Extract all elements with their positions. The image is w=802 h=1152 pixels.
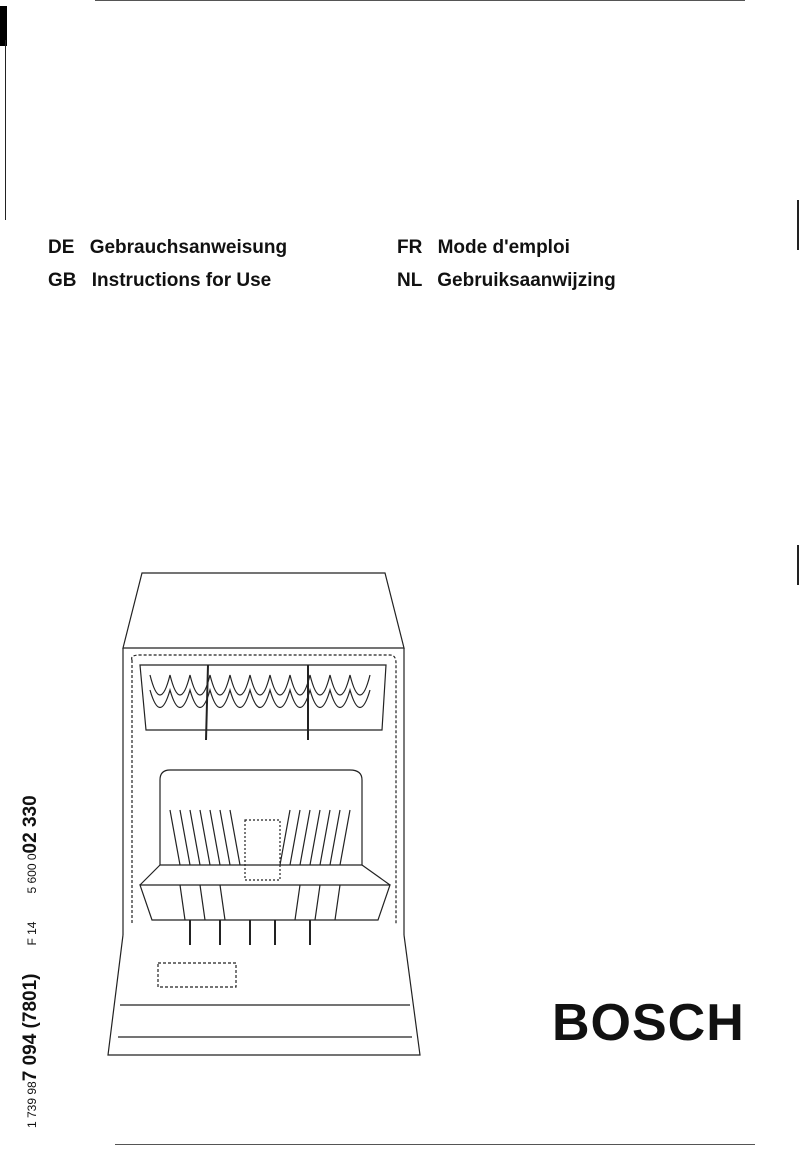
ean-prefix: 5 600 0 xyxy=(25,853,39,894)
language-code: DE xyxy=(48,237,75,258)
title-text: Instructions for Use xyxy=(91,270,272,291)
title-nl xyxy=(397,270,616,292)
scan-edge-line xyxy=(797,200,799,250)
worktop xyxy=(123,573,404,648)
scan-edge-line xyxy=(95,0,745,1)
ean-main: 02 330 xyxy=(20,795,41,854)
language-code: FR xyxy=(397,237,423,258)
scan-edge-line xyxy=(5,40,6,220)
title-text: Gebrauchsanweisung xyxy=(89,237,288,258)
scan-edge-line xyxy=(115,1144,755,1145)
part-number xyxy=(20,795,42,1128)
part-number-main: 7 094 (7801) xyxy=(20,973,41,1082)
language-code: GB xyxy=(48,270,77,291)
title-text: Gebruiksaanwijzing xyxy=(437,270,616,291)
title-gb xyxy=(48,270,271,292)
upper-rack xyxy=(140,665,386,740)
title-fr xyxy=(397,237,570,259)
edition-code: F 14 xyxy=(25,921,39,946)
part-number-prefix: 1 739 98 xyxy=(25,1081,39,1128)
door xyxy=(108,935,420,1055)
title-text: Mode d'emploi xyxy=(437,237,570,258)
lower-rack xyxy=(140,770,390,945)
dishwasher-illustration xyxy=(100,565,430,1065)
language-code: NL xyxy=(397,270,422,291)
brand-logo: BOSCH xyxy=(552,994,745,1052)
title-de xyxy=(48,237,287,259)
scan-edge-line xyxy=(797,545,799,585)
